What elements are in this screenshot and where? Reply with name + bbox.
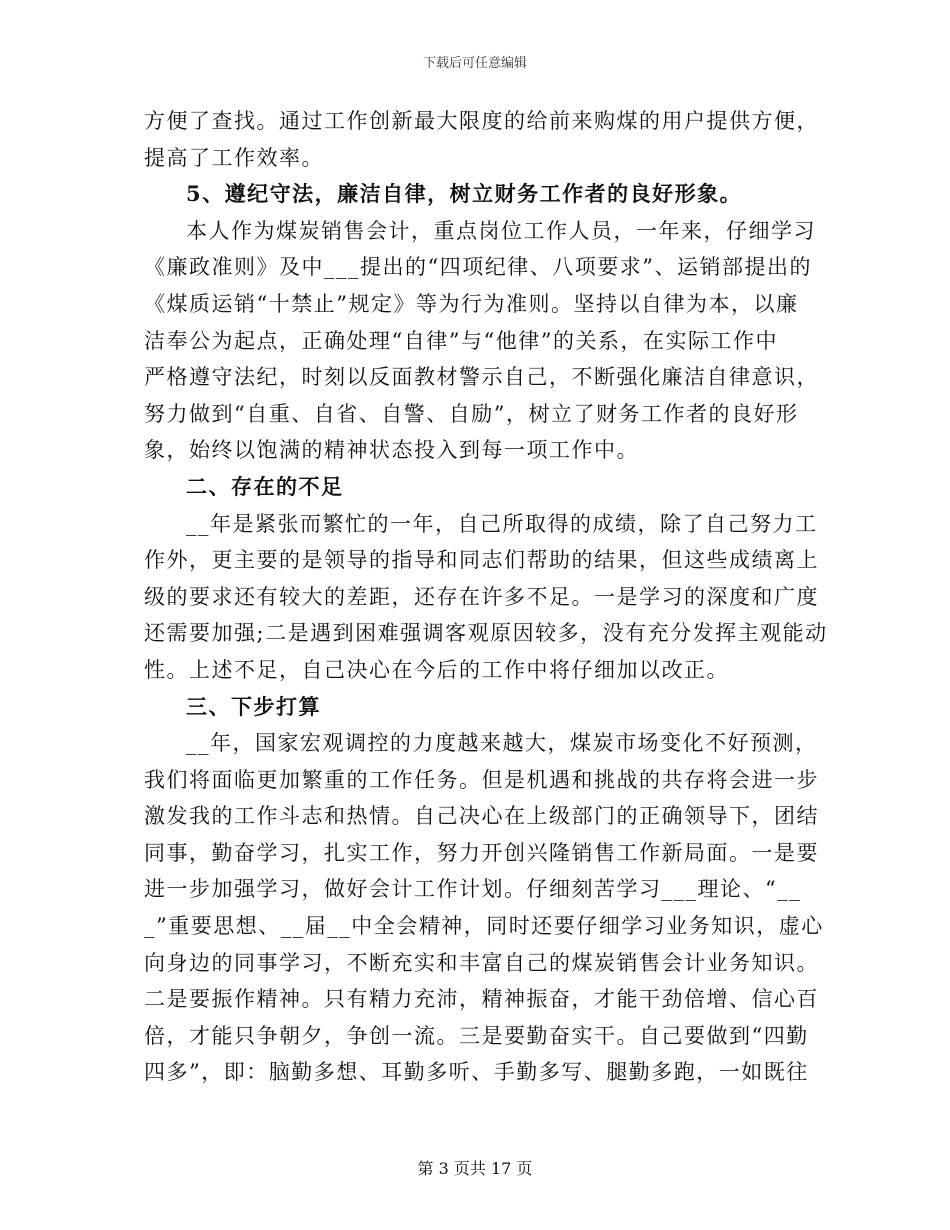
paragraph-line: __年，国家宏观调控的力度越来越大，煤炭市场变化不好预测， [186, 731, 818, 756]
paragraph-line: 四多”，即：脑勤多想、耳勤多听、手勤多写、腿勤多跑，一如既往 [144, 1060, 809, 1085]
paragraph-line: 作外，更主要的是领导的指导和同志们帮助的结果，但这些成绩离上 [144, 548, 819, 573]
paragraph-line: 《煤质运销“十禁止”规定》等为行为准则。坚持以自律为本，以廉 [144, 291, 799, 316]
paragraph-line: 进一步加强学习，做好会计工作计划。仔细刻苦学习___理论、“__ [144, 877, 802, 902]
section-heading: 5、遵纪守法，廉洁自律，树立财务工作者的良好形象。 [186, 181, 743, 207]
paragraph-line: 方便了查找。通过工作创新最大限度的给前来购煤的用户提供方便， [144, 109, 819, 133]
paragraph-line: 同事，勤奋学习，扎实工作，努力开创兴隆销售工作新局面。一是要 [144, 840, 819, 865]
section-heading: 二、存在的不足 [186, 473, 344, 499]
paragraph-line: _”重要思想、__届__中全会精神，同时还要仔细学习业务知识，虚心 [144, 914, 824, 939]
paragraph-line: 我们将面临更加繁重的工作任务。但是机遇和挑战的共存将会进一步 [144, 767, 819, 792]
paragraph-line: 激发我的工作斗志和热情。自己决心在上级部门的正确领导下，团结 [144, 804, 819, 829]
paragraph-line: 本人作为煤炭销售会计，重点岗位工作人员，一年来，仔细学习 [186, 218, 816, 243]
page-footer: 第 3 页共 17 页 [417, 1159, 533, 1178]
paragraph-line: 《廉政准则》及中___提出的“四项纪律、八项要求”、运销部提出的 [144, 255, 812, 280]
paragraph-line: __年是紧张而繁忙的一年，自己所取得的成绩，除了自己努力工 [186, 511, 818, 536]
paragraph-line: 提高了工作效率。 [144, 145, 324, 170]
paragraph-line: 向身边的同事学习，不断充实和丰富自己的煤炭销售会计业务知识。 [144, 950, 819, 975]
document-body [144, 103, 828, 1091]
paragraph-line: 严格遵守法纪，时刻以反面教材警示自己，不断强化廉洁自律意识， [144, 365, 819, 390]
paragraph-line: 性。上述不足，自己决心在今后的工作中将仔细加以改正。 [144, 657, 729, 682]
paragraph-line: 象，始终以饱满的精神状态投入到每一项工作中。 [144, 438, 639, 463]
paragraph-line: 努力做到“自重、自省、自警、自励”，树立了财务工作者的良好形 [144, 401, 799, 426]
paragraph-line: 还需要加强;二是遇到困难强调客观原因较多，没有充分发挥主观能动 [144, 621, 828, 646]
paragraph-line: 二是要振作精神。只有精力充沛，精神振奋，才能干劲倍增、信心百 [144, 987, 819, 1012]
page-header: 下载后可任意编辑 [422, 56, 527, 71]
paragraph-line: 级的要求还有较大的差距，还存在许多不足。一是学习的深度和广度 [144, 584, 819, 609]
section-heading: 三、下步打算 [186, 693, 321, 719]
paragraph-line: 洁奉公为起点，正确处理“自律”与“他律”的关系，在实际工作中 [144, 328, 778, 353]
paragraph-line: 倍，才能只争朝夕，争创一流。三是要勤奋实干。自己要做到“四勤 [144, 1023, 809, 1048]
